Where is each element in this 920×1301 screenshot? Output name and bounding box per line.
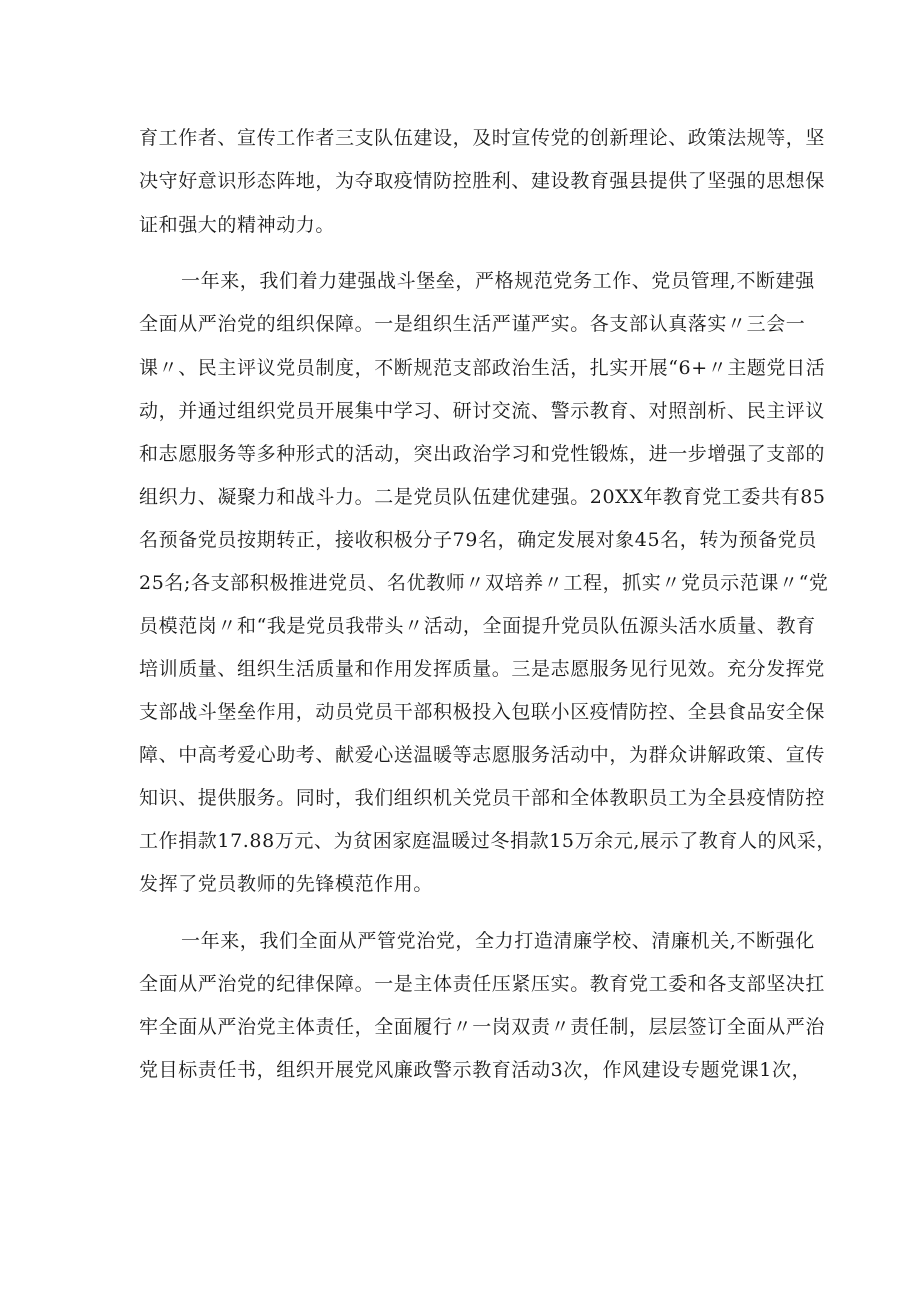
text-line: 名预备党员按期转正，接收积极分子79名，确定发展对象45名，转为预备党员 (139, 529, 817, 551)
text-line: 决守好意识形态阵地，为夺取疫情防控胜利、建设教育强县提供了坚强的思想保 (139, 170, 826, 192)
text-line: 育工作者、宣传工作者三支队伍建设，及时宣传党的创新理论、政策法规等，坚 (139, 127, 826, 149)
text-line: 一年来，我们着力建强战斗堡垒，严格规范党务工作、党员管理,不断建强 (181, 270, 815, 292)
text-line: 发挥了党员教师的先锋模范作用。 (139, 873, 434, 895)
text-line: 障、中高考爱心助考、献爱心送温暖等志愿服务活动中，为群众讲解政策、宣传 (139, 744, 826, 766)
text-line: 党目标责任书，组织开展党风廉政警示教育活动3次，作风建设专题党课1次， (139, 1059, 812, 1081)
text-line: 25名;各支部积极推进党员、名优教师〃双培养〃工程，抓实〃党员示范课〃“党 (139, 572, 829, 594)
text-line: 一年来，我们全面从严管党治党，全力打造清廉学校、清廉机关,不断强化 (181, 930, 815, 952)
text-line: 课〃、民主评议党员制度，不断规范支部政治生活，扎实开展“6+〃主题党日活 (139, 357, 826, 379)
text-line: 员模范岗〃和“我是党员我带头〃活动，全面提升党员队伍源头活水质量、教育 (139, 615, 816, 637)
text-line: 支部战斗堡垒作用，动员党员干部积极投入包联小区疫情防控、全县食品安全保 (139, 701, 826, 723)
text-line: 全面从严治党的组织保障。一是组织生活严谨严实。各支部认真落实〃三会一 (139, 313, 806, 335)
text-line: 牢全面从严治党主体责任，全面履行〃一岗双责〃责任制，层层签订全面从严治 (139, 1016, 826, 1038)
text-line: 和志愿服务等多种形式的活动，突出政治学习和党性锻炼，进一步增强了支部的 (139, 443, 826, 465)
text-line: 全面从严治党的纪律保障。一是主体责任压紧压实。教育党工委和各支部坚决扛 (139, 973, 826, 995)
text-line: 知识、提供服务。同时，我们组织机关党员干部和全体教职员工为全县疫情防控 (139, 787, 826, 809)
text-line: 培训质量、组织生活质量和作用发挥质量。三是志愿服务见行见效。充分发挥党 (139, 658, 826, 680)
text-line: 证和强大的精神动力。 (139, 214, 336, 236)
text-line: 组织力、凝聚力和战斗力。二是党员队伍建优建强。20XX年教育党工委共有85 (139, 486, 826, 508)
text-line: 工作捐款17.88万元、为贫困家庭温暖过冬捐款15万余元,展示了教育人的风采， (139, 830, 837, 852)
text-line: 动，并通过组织党员开展集中学习、研讨交流、警示教育、对照剖析、民主评议 (139, 400, 826, 422)
